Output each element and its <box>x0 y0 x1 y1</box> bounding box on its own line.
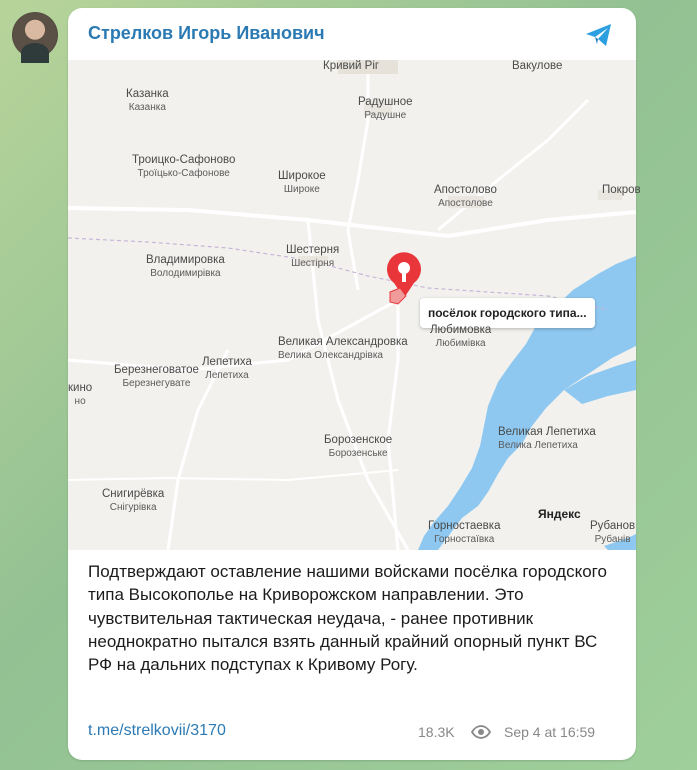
map-place-label: Снигирёвка Снігурівка <box>102 488 165 513</box>
channel-avatar[interactable] <box>12 12 58 58</box>
map-place-label: Владимировка Володимирівка <box>146 254 225 279</box>
map-place-label: Любимовка Любимівка <box>430 324 492 349</box>
message-header <box>68 8 636 60</box>
map-place-label: Апостолово Апостолове <box>434 184 497 209</box>
timestamp: Sep 4 at 16:59 <box>504 724 596 740</box>
telegram-plane-icon[interactable] <box>584 22 614 48</box>
message-card <box>68 8 641 760</box>
map-place-label: Лепетиха Лепетиха <box>202 356 252 381</box>
map-place-label: Великая Лепетиха Велика Лепетиха <box>498 426 596 451</box>
post-link[interactable]: t.me/strelkovii/3170 <box>88 722 226 739</box>
map-place-label: Великая Александровка Велика Олександрівка <box>278 336 408 361</box>
svg-text:Яндекс: Яндекс <box>538 507 581 521</box>
message-footer <box>68 718 636 748</box>
eye-icon <box>471 724 491 740</box>
map-pin-popup[interactable]: посёлок городского типа... <box>420 298 595 328</box>
map-place-label: Горностаевка Горностаївка <box>428 520 501 545</box>
map-place-label: Троицко-Сафоново Троїцько-Сафонове <box>132 154 236 179</box>
map-place-label: Шестерня Шестірня <box>286 244 340 269</box>
map-place-label: Кривий Ріг <box>323 60 380 72</box>
avatar-figure <box>21 43 49 63</box>
map-preview[interactable] <box>68 60 641 550</box>
message-text: Подтверждают оставление нашими войсками посёлка городского типа Высокополье на Криворожском направлении. Это чувствительная тактическая неудача, - ранее противник неоднократно пытался взять данный крайний опорный пункт ВС РФ на дальних подступах к Кривому Рогу. <box>88 562 607 675</box>
map-place-label: Радушное Радушне <box>358 96 413 121</box>
map-place-label: Вакулове <box>512 60 563 72</box>
map-place-label: Березнеговатое Березнегувате <box>114 364 199 389</box>
channel-name[interactable]: Стрелков Игорь Иванович <box>88 23 325 43</box>
map-place-label: Казанка Казанка <box>126 88 169 113</box>
map-place-label: Покров <box>602 184 641 196</box>
map-place-label: Широкое Широке <box>278 170 326 195</box>
map-place-label: Борозенское Борозенське <box>324 434 393 459</box>
map-place-label: кино но <box>68 382 93 407</box>
view-count: 18.3K <box>418 724 455 740</box>
map-place-label: Рубанов Рубанів <box>590 520 636 545</box>
